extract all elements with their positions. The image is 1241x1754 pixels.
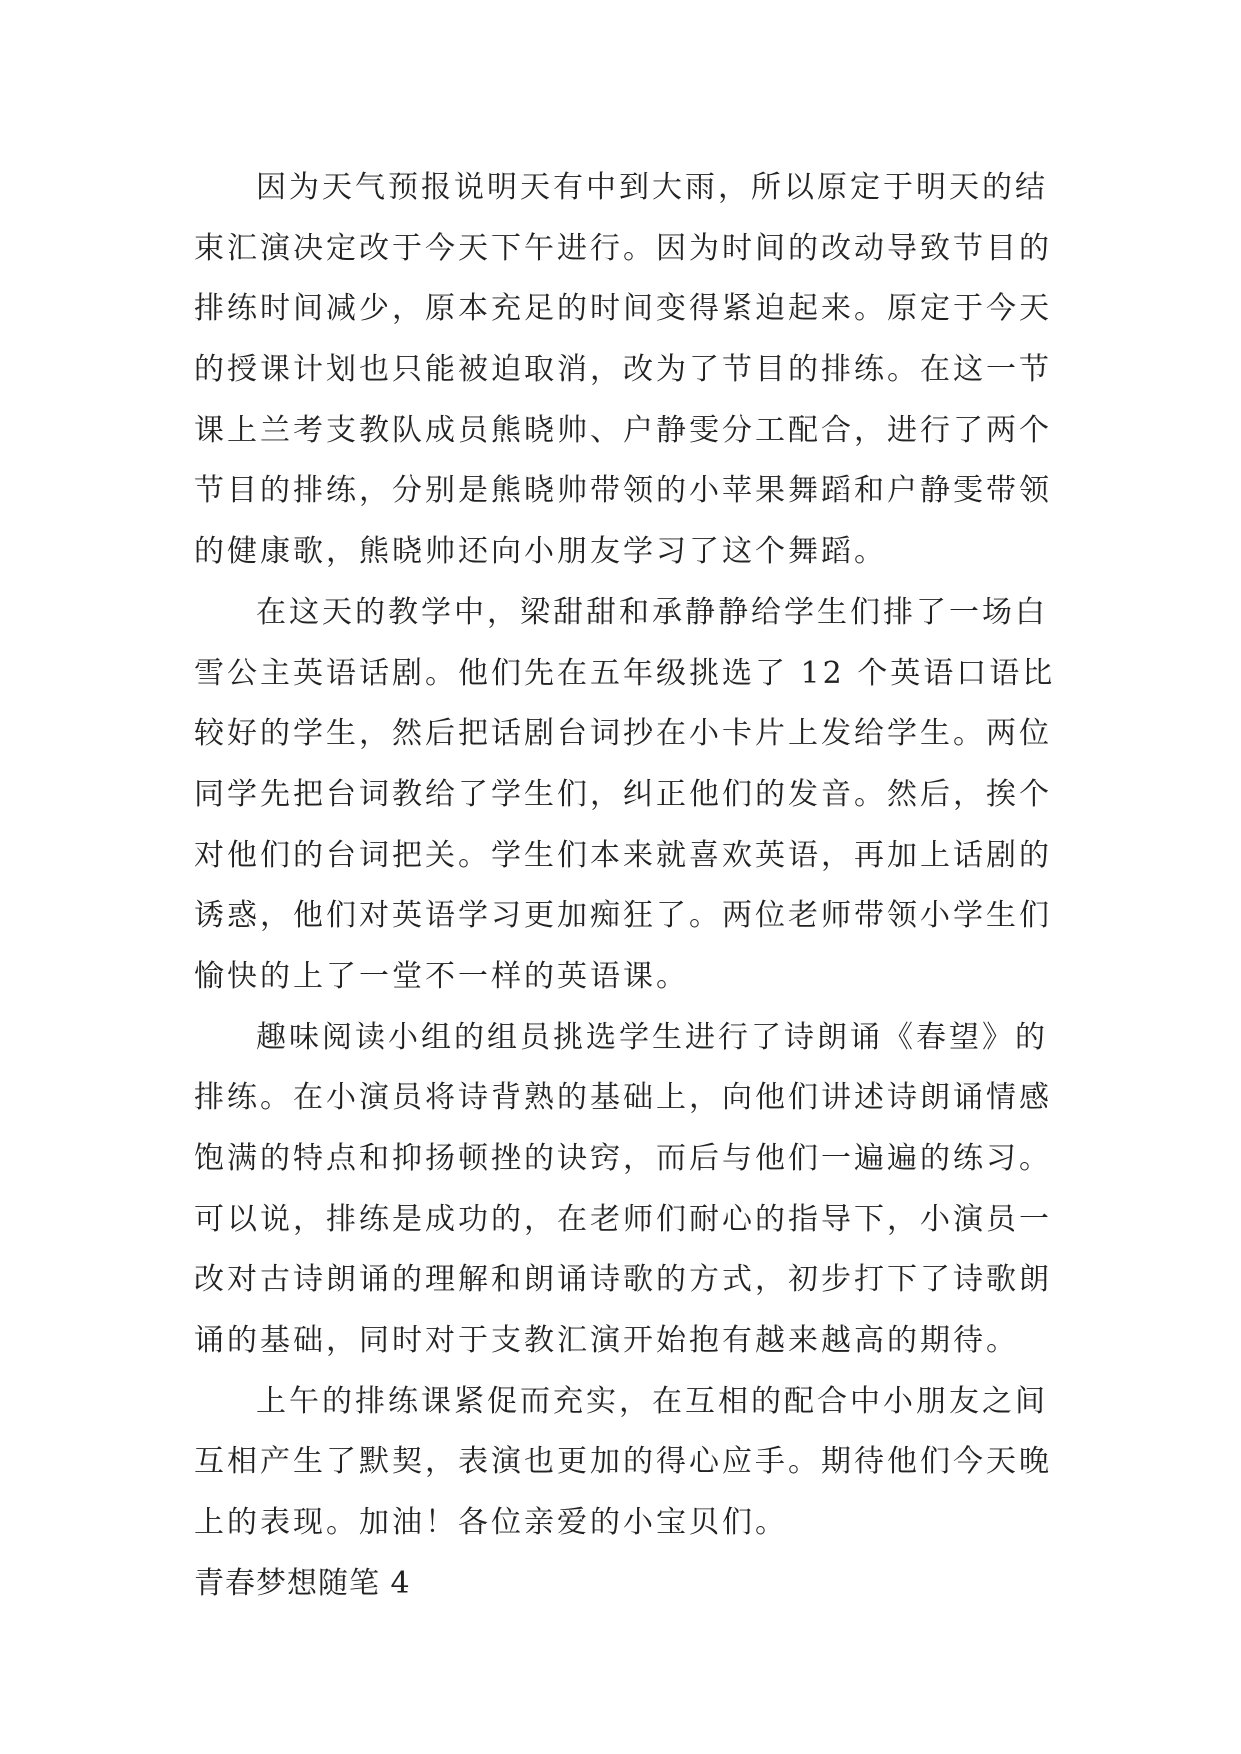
paragraph-line: 愉快的上了一堂不一样的英语课。 [194, 958, 689, 994]
paragraph-line: 改对古诗朗诵的理解和朗诵诗歌的方式，初步打下了诗歌朗 [194, 1262, 1052, 1298]
paragraph-line: 较好的学生，然后把话剧台词抄在小卡片上发给学生。两位 [194, 716, 1052, 752]
paragraph-line: 因为天气预报说明天有中到大雨，所以原定于明天的结 [256, 170, 1048, 205]
paragraph-line: 的授课计划也只能被迫取消，改为了节目的排练。在这一节 [194, 352, 1052, 388]
paragraph-line: 束汇演决定改于今天下午进行。因为时间的改动导致节目的 [194, 230, 1052, 266]
paragraph-line: 上午的排练课紧促而充实，在互相的配合中小朋友之间 [256, 1383, 1048, 1419]
paragraph-line: 排练时间减少，原本充足的时间变得紧迫起来。原定于今天 [194, 291, 1052, 327]
paragraph-1 [194, 158, 1054, 583]
paragraph-line: 在这天的教学中，梁甜甜和承静静给学生们排了一场白 [256, 594, 1048, 630]
paragraph-line: 的健康歌，熊晓帅还向小朋友学习了这个舞蹈。 [194, 534, 887, 570]
paragraph-line: 排练。在小演员将诗背熟的基础上，向他们讲述诗朗诵情感 [194, 1080, 1052, 1116]
paragraph-line: 诵的基础，同时对于支教汇演开始抱有越来越高的期待。 [194, 1323, 1019, 1359]
paragraph-line: 互相产生了默契，表演也更加的得心应手。期待他们今天晚 [194, 1444, 1052, 1480]
section-heading: 青春梦想随笔 4 [194, 1565, 411, 1601]
paragraph-line: 节目的排练，分别是熊晓帅带领的小苹果舞蹈和户静雯带领 [194, 473, 1052, 509]
paragraph-line: 上的表现。加油！各位亲爱的小宝贝们。 [194, 1505, 788, 1541]
paragraph-line: 可以说，排练是成功的，在老师们耐心的指导下，小演员一 [194, 1201, 1052, 1237]
paragraph-2 [194, 583, 1054, 1008]
paragraph-3 [194, 1008, 1054, 1372]
paragraph-line: 同学先把台词教给了学生们，纠正他们的发音。然后，挨个 [194, 776, 1052, 812]
paragraph-line: 饱满的特点和抑扬顿挫的诀窍，而后与他们一遍遍的练习。 [194, 1141, 1052, 1176]
paragraph-line: 趣味阅读小组的组员挑选学生进行了诗朗诵《春望》的 [256, 1019, 1048, 1055]
paragraph-line: 雪公主英语话剧。他们先在五年级挑选了 12 个英语口语比 [194, 655, 1056, 691]
paragraph-line: 对他们的台词把关。学生们本来就喜欢英语，再加上话剧的 [194, 837, 1052, 873]
paragraph-4 [194, 1372, 1054, 1554]
document-body [194, 158, 1054, 1614]
paragraph-line: 课上兰考支教队成员熊晓帅、户静雯分工配合，进行了两个 [194, 412, 1052, 448]
paragraph-line: 诱惑，他们对英语学习更加痴狂了。两位老师带领小学生们 [194, 898, 1052, 934]
